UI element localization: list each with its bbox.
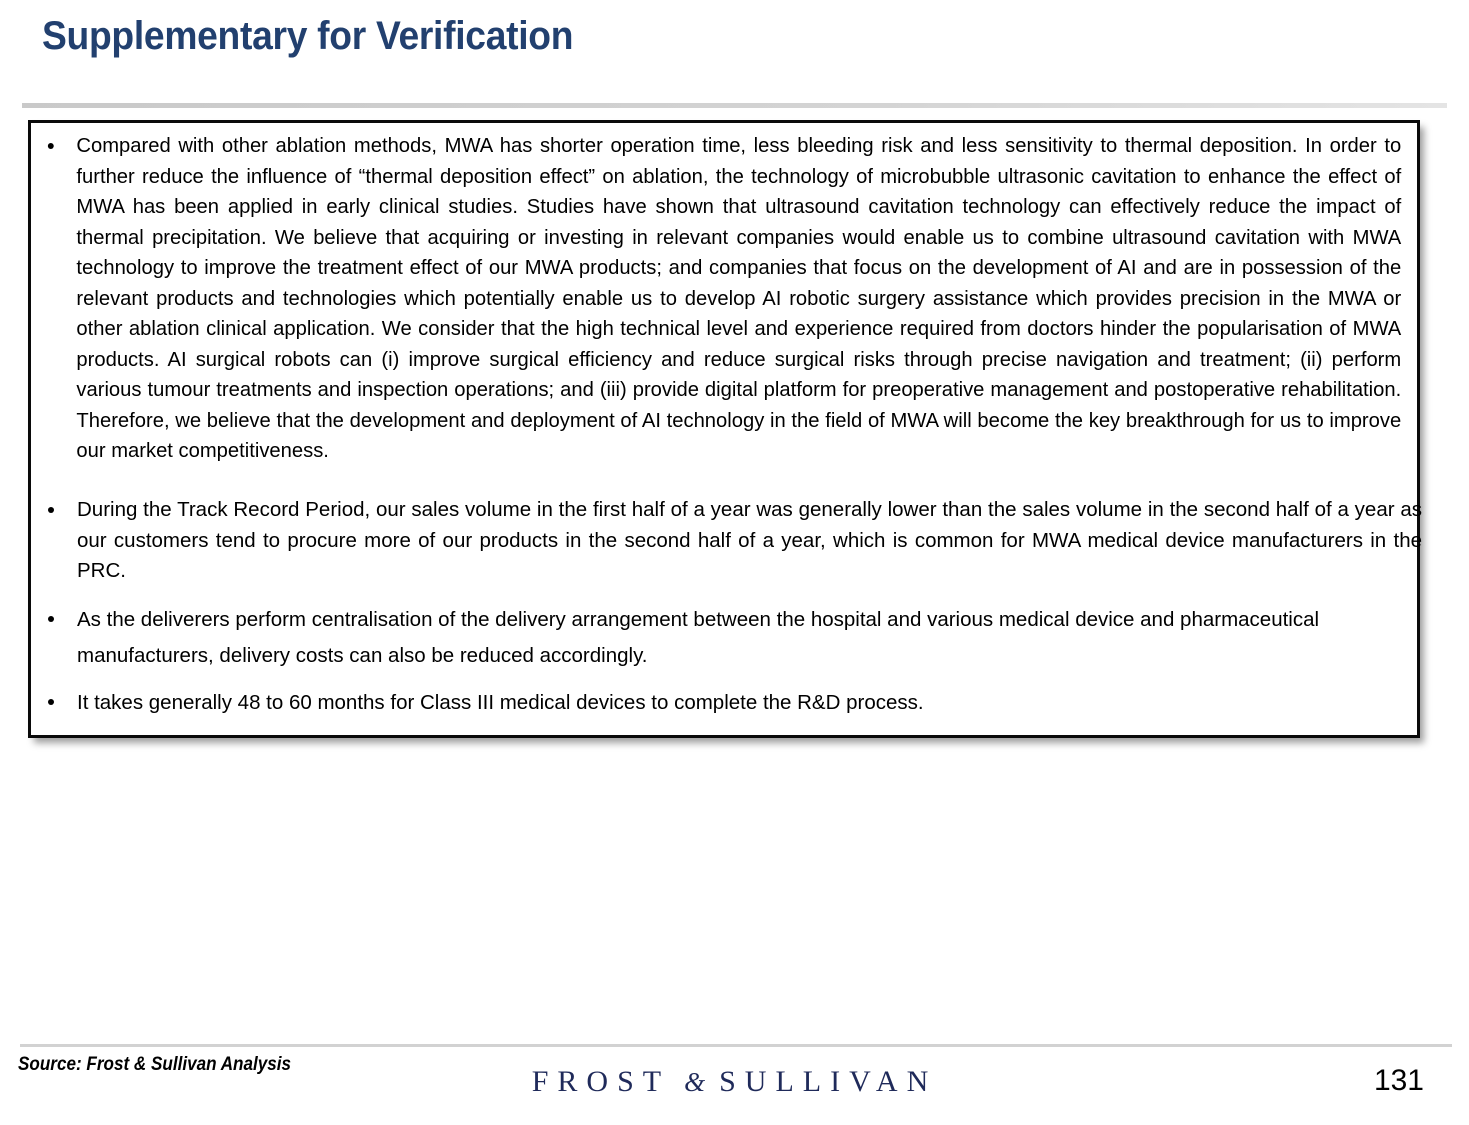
- content-box: [28, 120, 1420, 738]
- frost-sullivan-logo: [0, 1065, 1469, 1099]
- logo-word-sullivan: SULLIVAN: [719, 1065, 938, 1098]
- footer-divider: [20, 1044, 1452, 1047]
- list-item: [37, 495, 1422, 587]
- list-item: [37, 602, 1422, 674]
- source-note: Source: Frost & Sullivan Analysis: [18, 1054, 292, 1075]
- list-item: [37, 685, 1422, 721]
- logo-ampersand-icon: &: [684, 1067, 706, 1097]
- logo-word-frost: FROST: [531, 1065, 671, 1098]
- bullet-text: It takes generally 48 to 60 months for Class III medical devices to complete the R&D process.: [77, 691, 924, 714]
- bullet-text: During the Track Record Period, our sales volume in the first half of a year was generally lower than the sales volume in the second half of a year as our customers tend to procure more of our products in the second half of a year, which is common for MWA medical device manufacturers in the PRC.: [77, 498, 1422, 582]
- bullet-text: Compared with other ablation methods, MWA has shorter operation time, less bleeding risk and less sensitivity to thermal deposition. In order to further reduce the influence of “thermal deposition effect” on ablation, the technology of microbubble ultrasonic cavitation to enhance the effect of MWA has been applied in early clinical studies. Studies have shown that ultrasound cavitation technology can effectively reduce the impact of thermal precipitation. We believe that acquiring or investing in relevant companies would enable us to combine ultrasound cavitation with MWA technology to improve the treatment effect of our MWA products; and companies that focus on the development of AI and are in possession of the relevant products and technologies which potentially enable us to develop AI robotic surgery assistance which provides precision in the MWA or other ablation clinical application. We consider that the high technical level and experience required from doctors hinder the popularisation of MWA products. AI surgical robots can (i) improve surgical efficiency and reduce surgical risks through precise navigation and treatment; (ii) perform various tumour treatments and inspection operations; and (iii) provide digital platform for preoperative management and postoperative rehabilitation. Therefore, we believe that the development and deployment of AI technology in the field of MWA will become the key breakthrough for us to improve our market competitiveness.: [76, 134, 1402, 462]
- page-title: Supplementary for Verification: [42, 14, 574, 58]
- title-divider: [22, 103, 1447, 108]
- bullet-text: As the deliverers perform centralisation of the delivery arrangement between the hospital and various medical device and pharmaceutical manufacturers, delivery costs can also be reduced accordingly.: [77, 608, 1320, 667]
- page-number: 131: [1373, 1064, 1424, 1097]
- list-item: [37, 131, 1401, 467]
